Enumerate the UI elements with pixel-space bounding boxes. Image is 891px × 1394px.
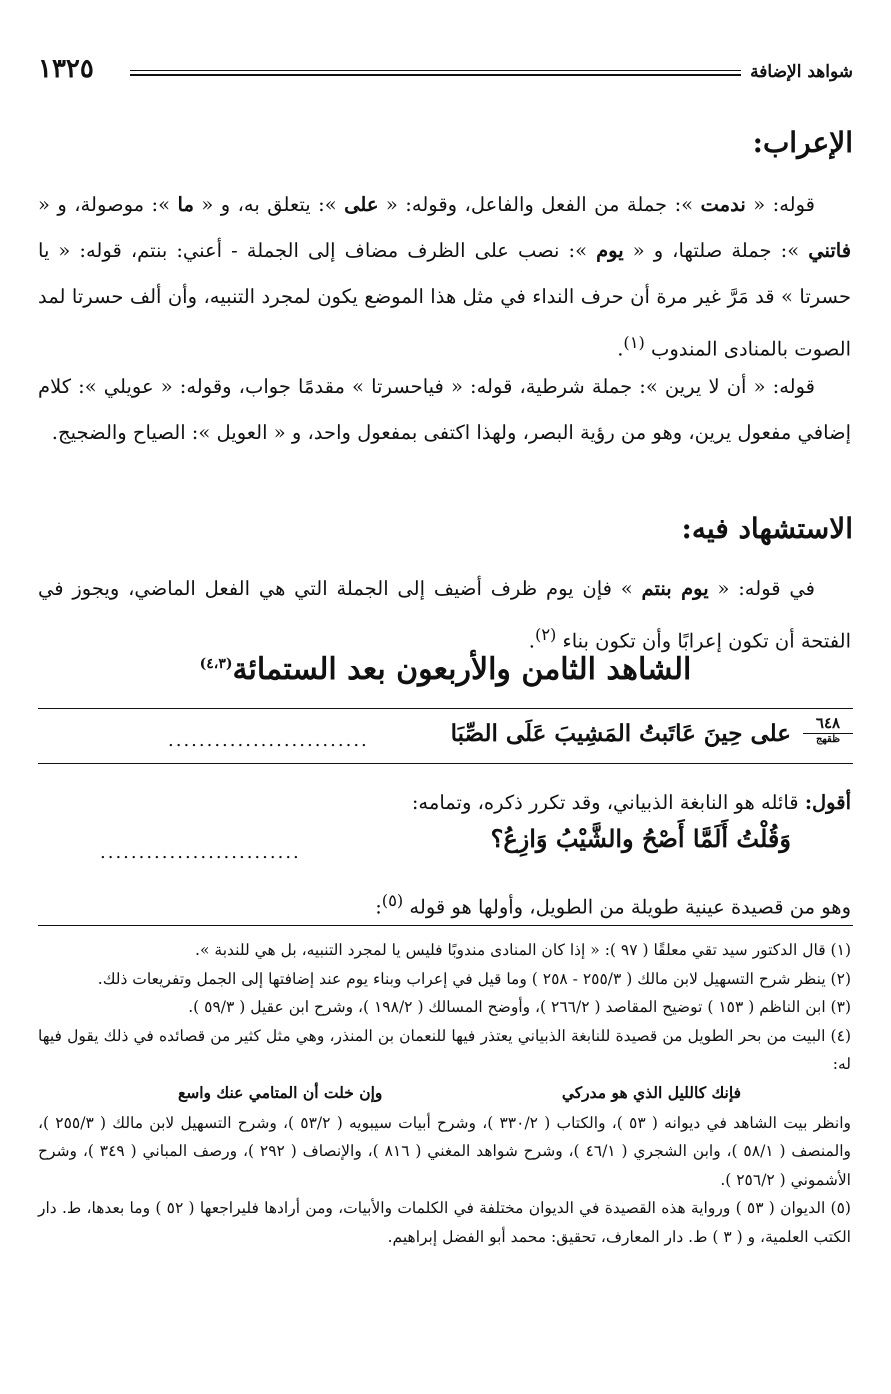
shahid-title: الشاهد الثامن والأربعون بعد الستمائة$^{(٤،٣)}$ — [199, 652, 692, 687]
istishhad-paragraph: في قوله: « يوم بنتم » فإن يوم ظرف أضيف إلى الجملة التي هي الفعل الماضي، ويجوز في الفتحة أن تكون إعرابًا وأن تكون بناء $^{(٢)}$. — [38, 577, 851, 653]
page-header — [38, 54, 853, 88]
footnotes — [38, 936, 851, 1251]
footnote-1: (١) قال الدكتور سيد تقي معلقًا ( ٩٧ ): « إذا كان المنادى مندوبًا فليس يا لمجرد التنبيه، بل هي للندبة ». — [195, 941, 851, 959]
verse-hemistich-1: على حِينَ عَاتَبتُ المَشِيبَ عَلَى الصِّبَا — [450, 720, 791, 747]
verse-box — [38, 706, 853, 764]
footnote-3: (٣) ابن الناظم ( ١٥٣ ) توضيح المقاصد ( ٢٦٦/٢ )، وأوضح المسالك ( ١٩٨/٢ )، وشرح ابن عقيل ( ٥٩/٣ ). — [188, 998, 851, 1016]
irab-paragraph-1: قوله: « ندمت »: جملة من الفعل والفاعل، وقوله: « على »: يتعلق به، و « ما »: موصولة، و « فاتني »: جملة صلتها، و « يوم »: نصب على الظرف مضاف إلى الجملة - أعني: بنتم، قوله: « يا حسرتا » قد مَرَّ غير مرة أن حرف النداء في مثل هذا الموضع يكون لمجرد التنبيه، وأن ألف حسرتا لمد الصوت بالمنادى المندوب $^{(١)}$. — [38, 193, 852, 361]
header-rule — [130, 70, 741, 71]
footnote-2: (٢) ينظر شرح التسهيل لابن مالك ( ٢٥٥/٣ - ٢٥٨ ) وما قيل في إعراب وبناء يوم عند إضافتها إلى الجمل وتفريعات ذلك. — [97, 969, 851, 988]
verse-ellipsis: .......................... — [168, 730, 369, 751]
footnote-ref: (١) — [623, 333, 645, 352]
section-heading-irab: الإعراب: — [752, 126, 853, 159]
footnote-4: (٤) البيت من بحر الطويل من قصيدة للنابغة الذبياني يعتذر فيها للنعمان بن المنذر، وهي مثل كثير من قصائده في ذلك يقول فيها له: — [38, 1026, 851, 1073]
footnote-verse-hemistich-2: وإن خلت أن المتامي عنك واسع — [178, 1082, 383, 1102]
verse-bottom-rule — [38, 763, 853, 764]
footnote-ref: (٤،٣) — [199, 656, 233, 672]
footnote-verse-hemistich-1: فإنك كالليل الذي هو مدركي — [561, 1082, 741, 1102]
commentary-intro: أقول: قائله هو النابغة الذبياني، وقد تكرر ذكره، وتمامه: — [411, 791, 851, 814]
section-heading-istishhad: الاستشهاد فيه: — [681, 512, 853, 545]
verse-hemistich-2: وَقُلْتُ أَلَمَّا أَصْحُ والشَّيْبُ وَازِعُ؟ — [490, 824, 791, 853]
commentary-source: وهو من قصيدة عينية طويلة من الطويل، وأولها هو قوله $^{(٥)}$: — [375, 891, 851, 919]
verse-top-rule — [38, 708, 853, 709]
irab-paragraph-2: قوله: « أن لا يرين »: جملة شرطية، قوله: « فياحسرتا » مقدمًا جواب، وقوله: « عويلي »: كلام إضافي مفعول يرين، وهو من رؤية البصر، ولهذا اكتفى بمفعول واحد، و « العويل »: الصياح والضجيج. — [38, 375, 851, 444]
header-rule-thick — [130, 74, 741, 76]
running-title: شواهد الإضافة — [750, 62, 853, 82]
footnote-4-continued: وانظر بيت الشاهد في ديوانه ( ٥٣ )، والكتاب ( ٣٣٠/٢ )، وشرح أبيات سيبويه ( ٥٣/٢ )، وشرح التسهيل لابن مالك ( ٢٥٥/٣ )، والمنصف ( ٥٨/١ )، وابن الشجري ( ٤٦/١ )، وشرح شواهد المغني ( ٨١٦ )، والإنصاف ( ٢٩٢ )، ورصف المباني ( ٣٤٩ )، وشرح الأشموني ( ٢٥٦/٢ ). — [38, 1113, 852, 1189]
footnote-5: (٥) الديوان ( ٥٣ ) ورواية هذه القصيدة في الديوان مختلفة في الكلمات والأبيات، ومن أرادها فليراجعها ( ٥٢ ) وما بعدها، ط. دار الكتب العلمية، و ( ٣ ) ط. دار المعارف، تحقيق: محمد أبو الفضل إبراهيم. — [38, 1199, 851, 1246]
footnote-ref: (٢) — [534, 625, 557, 644]
footnote-separator — [38, 925, 853, 926]
verse-number: ٦٤٨ ظقهج — [803, 714, 853, 745]
page-number: ١٣٢٥ — [38, 54, 94, 84]
footnote-ref: (٥) — [381, 891, 404, 910]
footnote-verse — [38, 1079, 851, 1109]
verse-ellipsis-2: .......................... — [100, 842, 301, 863]
